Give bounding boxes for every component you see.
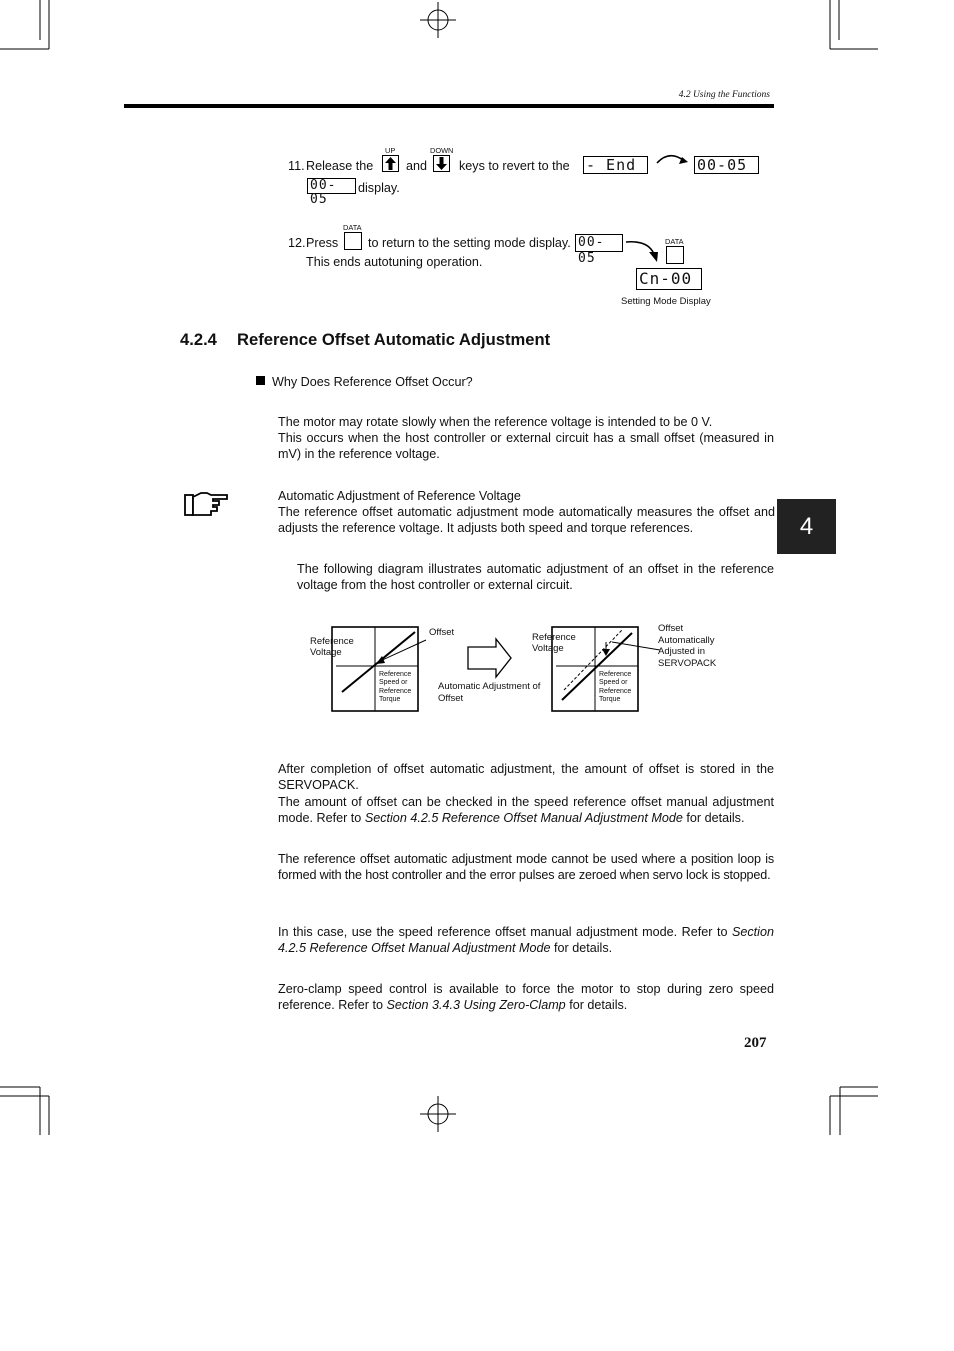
note-title: Automatic Adjustment of Reference Voltage [278,489,521,503]
data-key-label: DATA [343,223,362,232]
down-key-label: DOWN [430,146,454,155]
para-zero-end: for details. [565,998,628,1013]
down-key[interactable] [433,155,450,172]
down-arrow-icon [434,156,449,171]
para-case-ref: Section 4.2.5 Reference Offset Manual Adjustment Mode [278,925,774,956]
step11-text-revert: keys to revert to the [459,159,570,173]
display-setting-mode: Cn-00 [636,268,702,290]
para-case [278,924,774,957]
para1-line2: This occurs when the host controller or external circuit has a small offset (measured in mV) in the reference voltage. [278,431,774,462]
header-rule [124,104,774,108]
para-after1: After completion of offset automatic adjustment, the amount of offset is stored in the SERVOPACK. [278,762,774,793]
middle-auto-adjust-label: Automatic Adjustment of Offset [438,681,541,704]
para-after2-ref: Section 4.2.5 Reference Offset Manual Adjustment Mode [364,811,683,826]
pointing-hand-icon [183,490,231,518]
right-axis-label: Reference Speed or Reference Torque [599,671,632,703]
up-key[interactable] [382,155,399,172]
para-after2 [278,794,774,827]
display-end: - End [583,156,648,174]
display-code-inline: 00-05 [307,178,356,194]
running-title: 4.2 Using the Functions [678,90,770,100]
section-title: Reference Offset Automatic Adjustment [237,330,551,349]
para-case-start: In this case, use the speed reference offset manual adjustment mode. Refer to [278,925,732,939]
left-offset-label: Offset [429,627,455,638]
para-zero-ref: Section 3.4.3 Using Zero-Clamp [386,998,566,1013]
right-ref-voltage-label: Reference Voltage [532,632,576,654]
return-arrow-icon [624,236,666,266]
page-number: 207 [744,1035,767,1051]
data-key[interactable] [344,232,362,250]
transition-arrow-icon [655,152,691,168]
display-code-step12: 00-05 [575,234,623,252]
step11-text-display: display. [358,181,400,195]
data-key-label-2: DATA [665,237,684,246]
left-axis-label: Reference Speed or Reference Torque [379,671,412,703]
step11-number: 11. [288,159,305,173]
step12-number: 12. [288,236,306,250]
para-after2-start: The amount of offset can be checked in the speed reference offset manual adjustment mode. Refer to [278,795,774,826]
why-heading: Why Does Reference Offset Occur? [272,375,473,389]
para-loop: The reference offset automatic adjustment mode cannot be used where a position loop is formed with the host controller and the error pulses are zeroed when servo lock is stopped. [278,852,774,883]
step12-text-return: to return to the setting mode display. [368,236,571,250]
para1-line1: The motor may rotate slowly when the reference voltage is intended to be 0 V. [278,415,713,429]
right-offset-label: Offset Automatically Adjusted in SERVOPACK [658,623,717,669]
para-zero-start: Zero-clamp speed control is available to force the motor to stop during zero speed reference. Refer to [278,982,774,1013]
para-after2-end: for details. [682,811,745,826]
up-key-label: UP [385,146,396,155]
up-arrow-icon [383,156,398,171]
para-diagram-intro: The following diagram illustrates automatic adjustment of an offset in the reference voltage from the host controller or external circuit. [297,562,774,593]
step12-text-ends: This ends autotuning operation. [306,255,483,269]
data-key-2[interactable] [666,246,684,264]
step11-text-and: and [406,159,428,173]
chapter-tab: 4 [777,499,836,554]
step12-text-press: Press [306,236,339,250]
para-zero-clamp [278,981,774,1014]
display-code-00-05: 00-05 [694,156,759,174]
left-ref-voltage-label: Reference Voltage [310,636,354,658]
note-body: The reference offset automatic adjustment mode automatically measures the offset and adjusts the reference voltage. It adjusts both speed and torque references. [278,505,775,536]
para-case-end: for details. [550,941,613,956]
section-number: 4.2.4 [180,330,217,349]
step11-text-release: Release the [306,159,374,173]
bullet-square-icon [256,376,265,385]
setting-mode-caption: Setting Mode Display [621,296,711,307]
